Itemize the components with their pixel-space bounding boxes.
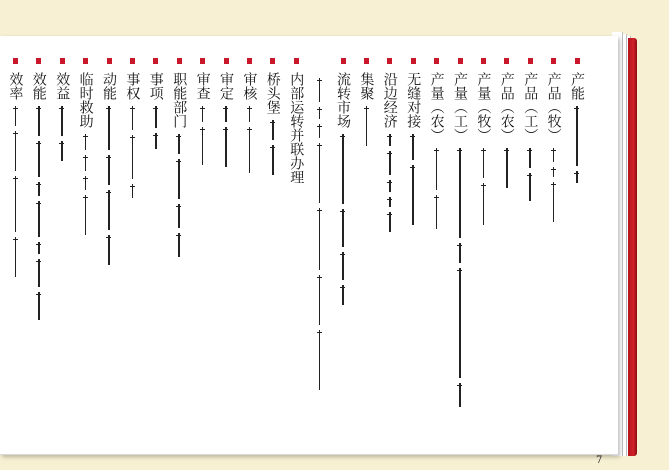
entry-marker — [528, 58, 533, 64]
script-word — [85, 195, 87, 235]
mongolian-definition — [572, 106, 582, 188]
dictionary-entry — [496, 58, 518, 448]
script-word — [225, 127, 227, 167]
script-word — [483, 148, 485, 178]
entry-marker — [247, 58, 252, 64]
script-word — [459, 148, 461, 238]
mongolian-definition — [385, 134, 395, 237]
script-word — [529, 173, 531, 201]
script-word — [342, 134, 344, 204]
entry-marker — [177, 58, 182, 64]
mongolian-definition — [198, 106, 208, 170]
entry-term: 审核 — [241, 72, 258, 100]
entry-marker — [130, 58, 135, 64]
dictionary-entry — [192, 58, 214, 448]
entry-term: 审查 — [194, 72, 211, 100]
script-word — [412, 134, 414, 160]
entry-term: 审定 — [218, 72, 234, 100]
dictionary-entry — [472, 58, 494, 448]
mongolian-definition — [361, 106, 371, 151]
entry-marker — [294, 58, 299, 64]
mongolian-definition — [34, 106, 44, 325]
script-word — [319, 124, 321, 138]
entry-marker — [411, 58, 416, 64]
mongolian-definition — [549, 148, 559, 227]
script-word — [576, 106, 578, 166]
script-word — [108, 155, 110, 185]
dictionary-entry — [543, 58, 565, 448]
script-word — [506, 148, 508, 188]
entry-term: 职能部门 — [171, 72, 188, 128]
script-word — [553, 182, 555, 222]
entry-term: 沿边经济 — [381, 72, 398, 128]
mongolian-definition — [244, 106, 254, 178]
dictionary-entry — [309, 58, 331, 448]
dictionary-entry — [98, 58, 120, 448]
script-word — [576, 171, 578, 183]
dictionary-page — [0, 36, 618, 455]
dictionary-entry — [402, 58, 424, 448]
entry-term: 效能 — [30, 72, 47, 100]
entry-marker — [153, 58, 158, 64]
mongolian-definition — [127, 106, 137, 203]
script-word — [319, 208, 321, 270]
entry-term: 效益 — [54, 72, 71, 100]
mongolian-definition — [151, 106, 161, 154]
entry-marker — [83, 58, 88, 64]
script-word — [202, 127, 204, 165]
script-word — [529, 148, 531, 168]
script-word — [366, 106, 368, 146]
entry-term: 产品（牧） — [545, 72, 562, 142]
entry-marker — [387, 58, 392, 64]
entry-marker — [341, 58, 346, 64]
entry-term: 无缝对接 — [405, 72, 422, 128]
script-word — [389, 180, 391, 192]
mongolian-definition — [432, 148, 442, 234]
dictionary-entry — [426, 58, 448, 448]
script-word — [85, 155, 87, 171]
script-word — [319, 275, 321, 325]
mongolian-definition — [10, 106, 20, 282]
entry-marker — [200, 58, 205, 64]
dictionary-entry — [4, 58, 26, 448]
script-word — [38, 242, 40, 254]
dictionary-entry — [519, 58, 541, 448]
dictionary-entry — [145, 58, 167, 448]
red-spine — [628, 38, 637, 456]
script-word — [202, 106, 204, 122]
dictionary-entry — [262, 58, 284, 448]
script-word — [178, 134, 180, 154]
script-word — [412, 165, 414, 225]
mongolian-definition — [268, 120, 278, 180]
script-word — [389, 134, 391, 146]
entry-marker — [270, 58, 275, 64]
script-word — [178, 204, 180, 228]
entry-term: 产能 — [569, 72, 585, 100]
dictionary-entry — [168, 58, 190, 448]
mongolian-definition — [174, 134, 184, 262]
script-word — [15, 176, 17, 232]
script-word — [389, 212, 391, 232]
entry-term: 产品（农） — [498, 72, 515, 142]
entry-term: 集聚 — [358, 72, 375, 100]
entry-term: 流转市场 — [335, 72, 351, 128]
mongolian-definition — [104, 106, 114, 270]
entry-marker — [458, 58, 463, 64]
script-word — [319, 330, 321, 390]
mongolian-definition — [81, 134, 91, 240]
dictionary-entry — [449, 58, 471, 448]
script-word — [38, 106, 40, 136]
script-word — [459, 243, 461, 263]
script-word — [249, 106, 251, 122]
script-word — [108, 106, 110, 150]
mongolian-definition — [478, 148, 488, 230]
entry-term: 产量（牧） — [475, 72, 492, 142]
mongolian-definition — [502, 148, 512, 193]
entry-marker — [551, 58, 556, 64]
entry-marker — [481, 58, 486, 64]
script-word — [249, 127, 251, 173]
entry-term: 产量（农） — [428, 72, 445, 142]
script-word — [132, 135, 134, 179]
page-number: 7 — [596, 455, 603, 466]
dictionary-entry — [28, 58, 50, 448]
dictionary-entry — [355, 58, 377, 448]
script-word — [15, 131, 17, 171]
entry-marker — [504, 58, 509, 64]
script-word — [459, 268, 461, 378]
script-word — [38, 201, 40, 237]
dictionary-entry — [332, 58, 354, 448]
entry-marker — [364, 58, 369, 64]
script-word — [319, 143, 321, 203]
script-word — [553, 167, 555, 177]
script-word — [178, 159, 180, 199]
script-word — [85, 176, 87, 190]
entry-term: 事权 — [124, 72, 141, 100]
script-word — [436, 195, 438, 229]
script-word — [61, 141, 63, 161]
mongolian-definition — [221, 106, 231, 172]
script-word — [38, 292, 40, 320]
script-word — [15, 106, 17, 126]
script-word — [38, 182, 40, 196]
dictionary-entry — [121, 58, 143, 448]
script-word — [483, 183, 485, 225]
script-word — [155, 106, 157, 128]
entry-marker — [575, 58, 580, 64]
script-word — [178, 233, 180, 257]
script-word — [38, 259, 40, 287]
script-word — [389, 197, 391, 207]
script-word — [342, 252, 344, 280]
script-word — [319, 107, 321, 119]
script-word — [108, 190, 110, 230]
script-word — [389, 151, 391, 175]
dictionary-entry — [215, 58, 237, 448]
mongolian-definition — [315, 78, 325, 395]
script-word — [61, 106, 63, 136]
script-word — [15, 237, 17, 277]
dictionary-entry — [75, 58, 97, 448]
script-word — [459, 383, 461, 407]
entry-marker — [60, 58, 65, 64]
mongolian-definition — [525, 148, 535, 206]
mongolian-definition — [57, 106, 67, 166]
script-word — [132, 184, 134, 198]
mongolian-definition — [338, 134, 348, 310]
entry-marker — [434, 58, 439, 64]
entry-term: 内部运转并联办理 — [288, 72, 305, 184]
dictionary-entry — [566, 58, 588, 448]
script-word — [342, 209, 344, 247]
entry-term: 事项 — [147, 72, 164, 100]
entry-term: 动能 — [101, 72, 117, 100]
entry-term: 效率 — [7, 72, 24, 100]
entry-term: 临时救助 — [77, 72, 94, 128]
dictionary-entry — [379, 58, 401, 448]
script-word — [272, 145, 274, 175]
script-word — [155, 133, 157, 149]
mongolian-definition — [455, 148, 465, 412]
entry-marker — [107, 58, 112, 64]
entry-marker — [13, 58, 18, 64]
book — [0, 28, 669, 466]
script-word — [319, 78, 321, 102]
script-word — [85, 134, 87, 150]
entry-term: 桥头堡 — [264, 72, 281, 114]
script-word — [225, 106, 227, 122]
mongolian-definition — [408, 134, 418, 230]
script-word — [272, 120, 274, 140]
script-word — [38, 141, 40, 177]
script-word — [436, 148, 438, 190]
dictionary-entry — [51, 58, 73, 448]
entry-term: 产品（工） — [522, 72, 539, 142]
entry-term: 产量（工） — [452, 72, 468, 142]
entry-marker — [224, 58, 229, 64]
script-word — [553, 148, 555, 162]
dictionary-entry — [238, 58, 260, 448]
script-word — [132, 106, 134, 130]
dictionary-entry — [285, 58, 307, 448]
entry-marker — [36, 58, 41, 64]
script-word — [108, 235, 110, 265]
script-word — [342, 285, 344, 305]
